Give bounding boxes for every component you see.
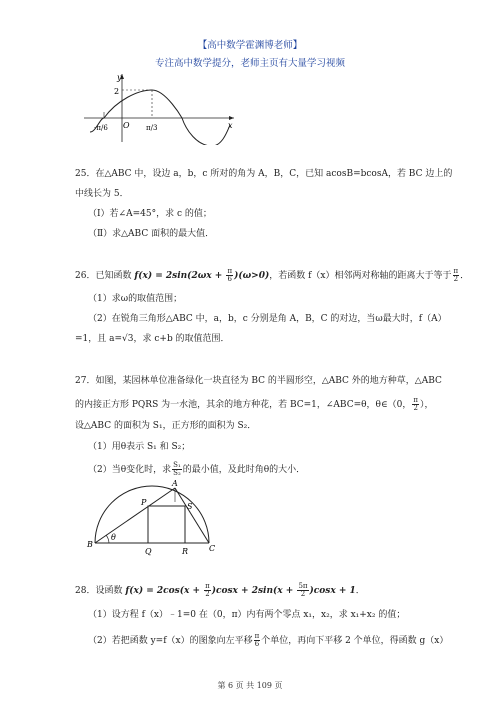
label-q: Q	[145, 547, 152, 556]
q25-line4: （Ⅱ）求△ABC 面积的最大值．	[88, 229, 215, 239]
q26-function: f(x) = 2sin(2ωx +	[134, 271, 226, 281]
sine-graph	[82, 70, 242, 145]
left-tick-label: -π/6	[94, 124, 108, 132]
header-title: 【高中数学霍渊博老师】	[197, 40, 303, 51]
y-tick-2: 2	[114, 87, 120, 96]
q28-line1	[75, 583, 365, 598]
q28-period: ．	[355, 586, 365, 596]
q27-line5-text: （2）当θ变化时，求	[88, 465, 172, 475]
right-tick-label: π/3	[146, 124, 158, 132]
q25-line1: 25．在△ABC 中，设边 a，b，c 所对的角为 A，B，C，已知 acosB=bcosA，若 BC 边上的	[75, 169, 453, 179]
label-p: P	[141, 498, 147, 507]
q27-ratio-num: S₁	[173, 461, 181, 469]
q26-line1	[75, 268, 469, 283]
y-axis-label: y	[117, 73, 122, 82]
q27-line2-text: 的内接正方形 PQRS 为一水池，其余的地方种花，若 BC=1，∠ABC=θ，θ∈（0，	[75, 400, 412, 410]
q27-line3: 设△ABC 的面积为 S₁，正方形的面积为 S₂．	[75, 421, 257, 431]
q28-line3	[88, 633, 448, 648]
q26-frac1-num: π	[227, 267, 233, 275]
q28-line3-tail: 个单位，再向下平移 2 个单位，得函数 g（x）	[261, 636, 449, 646]
q26-frac2	[453, 268, 460, 283]
q26-line2: （1）求ω的取值范围；	[88, 294, 183, 304]
q26-frac2-num: π	[453, 267, 459, 275]
q27-line2	[75, 397, 434, 412]
q26-function-tail: )(ω>0)	[234, 271, 270, 281]
origin-label: O	[123, 121, 130, 130]
page-footer: 第 6 页 共 109 页	[217, 681, 283, 690]
header-subtitle: 专注高中数学提分，老师主页有大量学习视频	[154, 58, 345, 69]
label-r: R	[182, 547, 189, 556]
q28-function-tail: )cosx + 1	[309, 586, 356, 596]
square-pqrs	[148, 506, 185, 543]
q28-frac2-num: 5π	[298, 582, 308, 590]
q28-function-mid: )cosx + 2sin(x +	[211, 586, 297, 596]
q27-line5-tail: 的最小值，及此时角θ的大小．	[182, 465, 306, 475]
q26-period: ．	[460, 271, 470, 281]
q28-frac3	[254, 633, 261, 648]
q26-line3: （2）在锐角三角形△ABC 中，a，b，c 分别是角 A，B，C 的对边，当ω最大时，f（A）	[88, 314, 447, 324]
q28-line3-text: （2）若把函数 y=f（x）的图象向左平移	[88, 636, 253, 646]
q28-frac1	[204, 583, 211, 598]
q26-frac1-den: 6	[227, 275, 232, 283]
q27-ratio-den: S₂	[173, 469, 181, 477]
q28-function: f(x) = 2cos(x +	[125, 586, 204, 596]
q25-line2: 中线长为 5．	[75, 189, 129, 199]
q27-line5	[88, 462, 305, 477]
q28-frac2-den: 2	[300, 590, 306, 598]
semicircle-figure	[85, 478, 215, 558]
q28-frac1-den: 2	[205, 590, 210, 598]
q27-frac-num: π	[413, 396, 418, 404]
q26-cond: ，若函数 f（x）相邻两对称轴的距离大于等于	[269, 271, 452, 281]
q28-frac2	[297, 583, 308, 598]
label-theta: θ	[111, 533, 116, 542]
q26-prefix: 26．已知函数	[75, 271, 135, 281]
q28-frac3-num: π	[254, 632, 260, 640]
q28-frac1-num: π	[205, 582, 210, 590]
q26-frac1	[226, 268, 233, 283]
q28-frac3-den: 6	[254, 640, 260, 648]
q27-line4: （1）用θ表示 S₁ 和 S₂；	[88, 442, 191, 452]
q27-frac-den: 2	[413, 404, 418, 412]
q27-ratio	[172, 462, 182, 477]
label-c: C	[209, 544, 215, 553]
q28-prefix: 28．设函数	[75, 586, 126, 596]
q27-line2-tail: ），	[419, 400, 434, 410]
sine-curve	[90, 90, 230, 145]
q25-line3: （Ⅰ）若∠A=45°，求 c 的值；	[88, 209, 212, 219]
q27-line1: 27．如图，某园林单位准备绿化一块直径为 BC 的半圆形空，△ABC 外的地方种草，△ABC	[75, 376, 442, 386]
q27-frac	[412, 397, 419, 412]
label-s: S	[187, 502, 193, 511]
q26-line4: =1，且 a=√3，求 c+b 的取值范围．	[75, 334, 230, 344]
x-axis-label: x	[228, 121, 233, 130]
q26-frac2-den: 2	[453, 275, 459, 283]
q28-line2: （1）设方程 f（x）﹣1=0 在（0，π）内有两个零点 x₁，x₂，求 x₁+x₂ 的值；	[88, 610, 406, 620]
label-a: A	[172, 479, 178, 488]
label-b: B	[87, 540, 93, 549]
